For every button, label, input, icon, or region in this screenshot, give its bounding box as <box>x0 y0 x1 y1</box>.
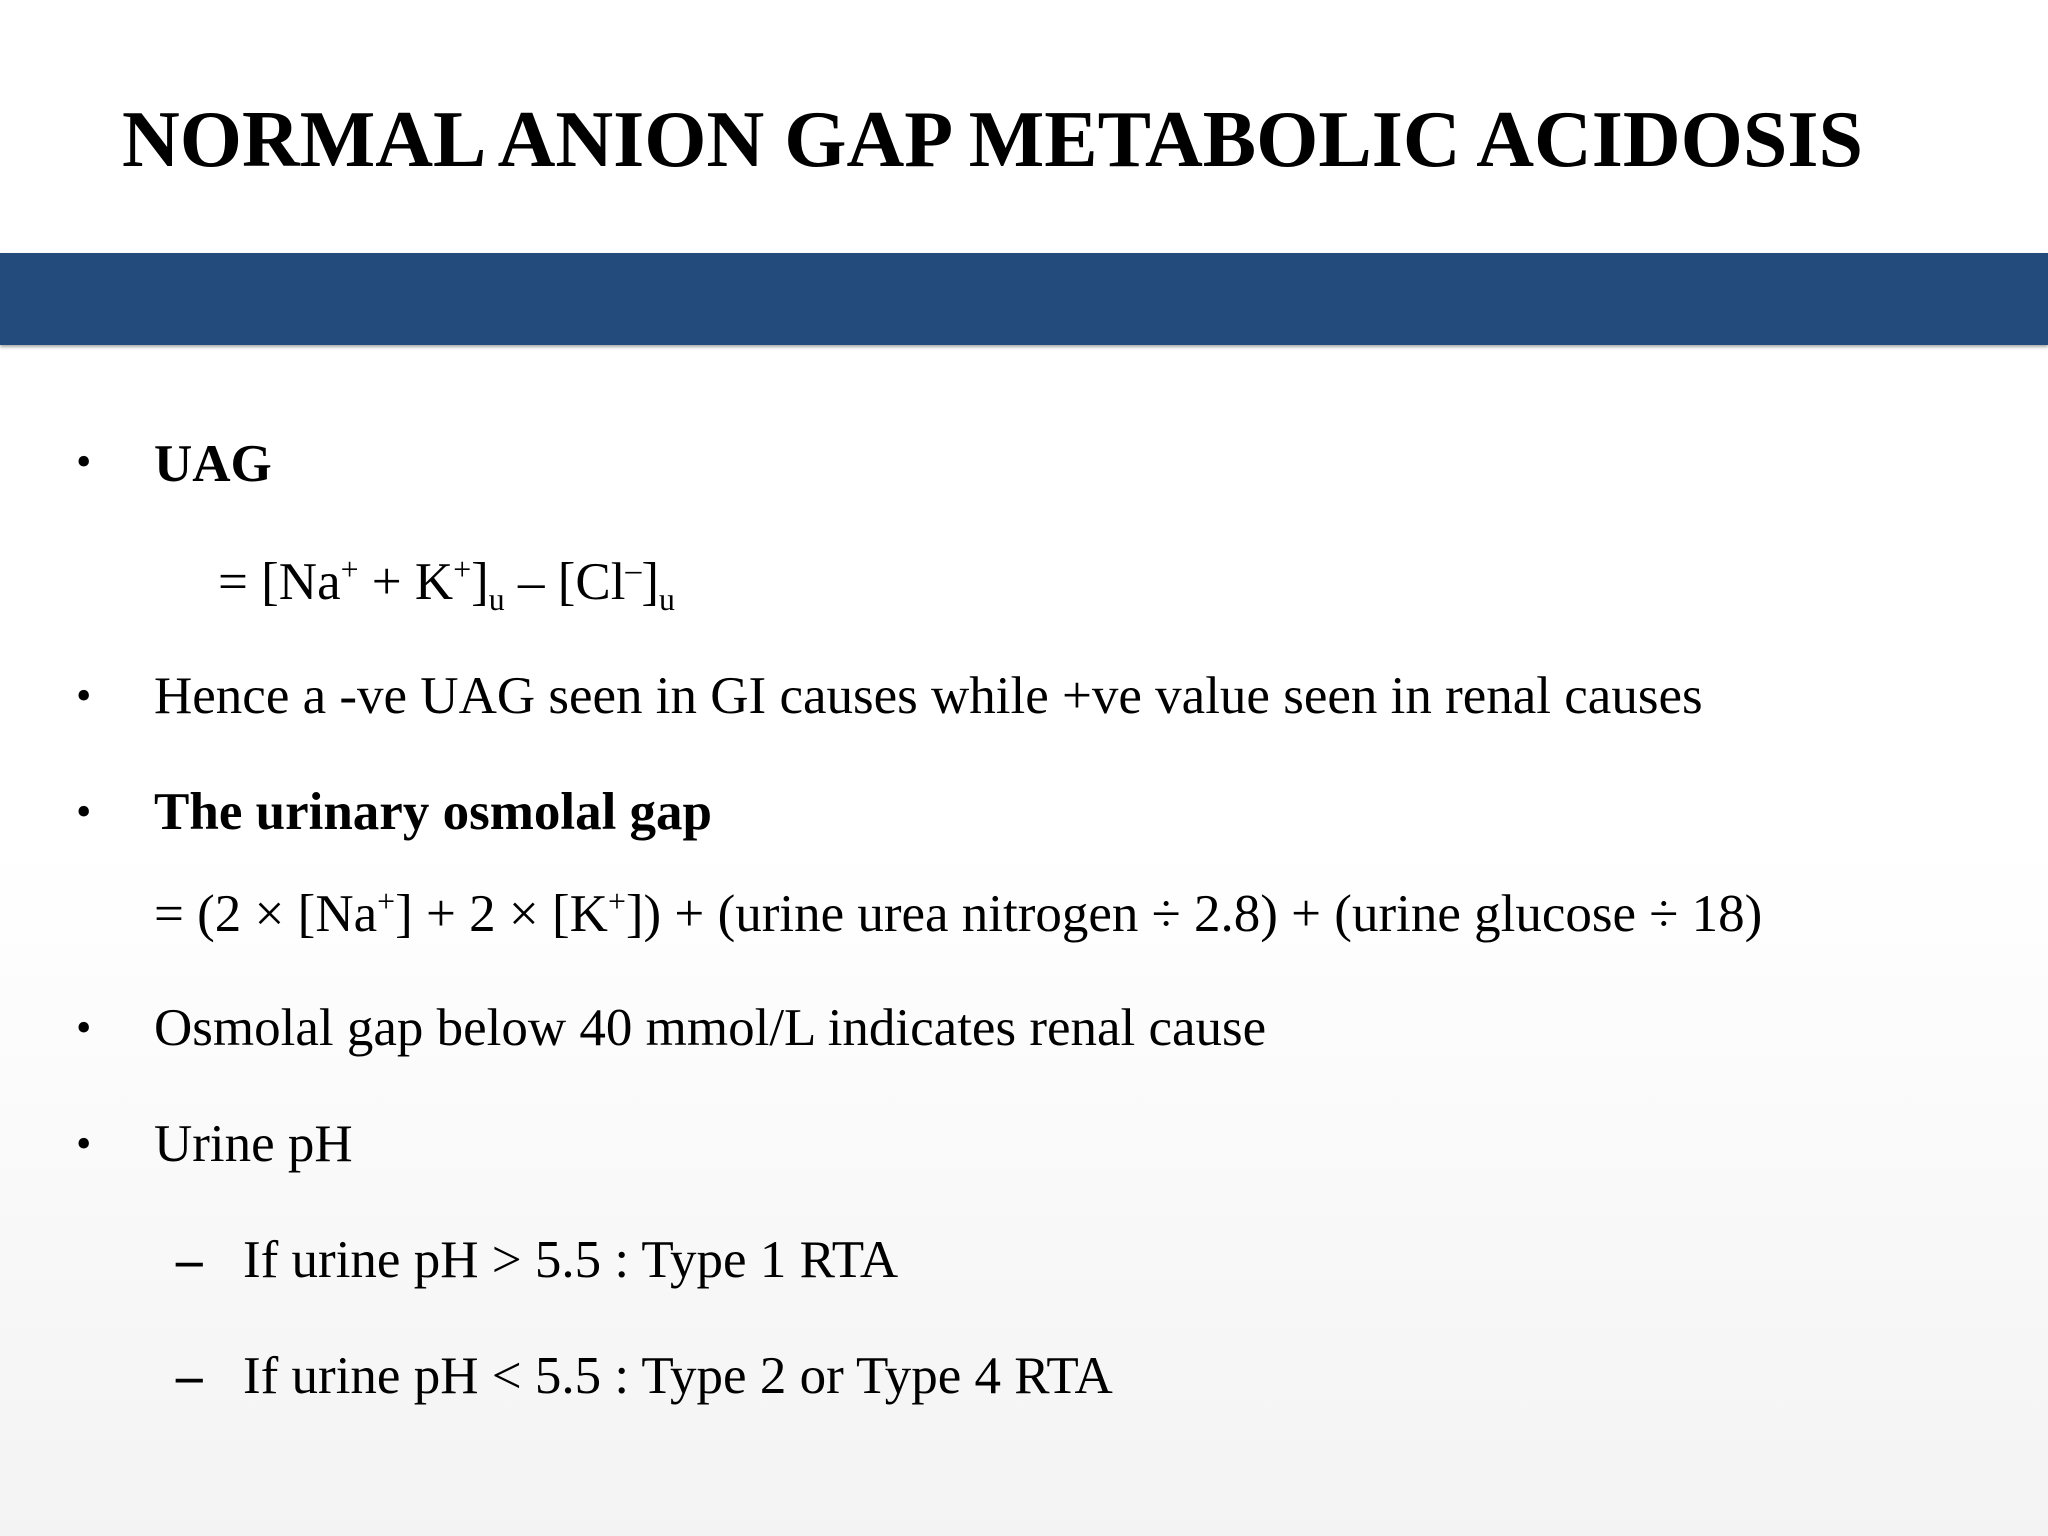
uag-interpretation: Hence a -ve UAG seen in GI causes while +ve value seen in renal causes <box>154 667 1703 725</box>
osmolal-gap-heading: The urinary osmolal gap <box>154 783 713 841</box>
bullet-marker: • <box>76 1003 92 1052</box>
urine-ph-heading: Urine pH <box>154 1115 353 1173</box>
title-band <box>0 253 2048 345</box>
sub-bullet-marker: – <box>176 1347 203 1405</box>
uag-formula: = $[Na^+ + K^+]_u - [Cl^-]_u$ <box>218 551 675 618</box>
osmolal-interpretation: Osmolal gap below 40 mmol/L indicates renal cause <box>154 999 1267 1057</box>
sub-bullet-marker: – <box>176 1231 203 1289</box>
bullet-marker: • <box>76 437 92 486</box>
bullet-marker: • <box>76 1119 92 1168</box>
bullet-marker: • <box>76 787 92 836</box>
slide-title: NORMAL ANION GAP METABOLIC ACIDOSIS <box>122 96 1864 184</box>
urine-ph-type1: If urine pH > 5.5 : Type 1 RTA <box>243 1231 899 1289</box>
uag-heading: UAG <box>154 435 272 493</box>
bullet-marker: • <box>76 671 92 720</box>
urine-ph-type2-4: If urine pH < 5.5 : Type 2 or Type 4 RTA <box>243 1347 1113 1405</box>
osmolal-gap-formula: = (2 × [Na+] + 2 × [K+]) + (urine urea nitrogen ÷ 2.8) + (urine glucose ÷ 18) <box>154 883 1763 943</box>
